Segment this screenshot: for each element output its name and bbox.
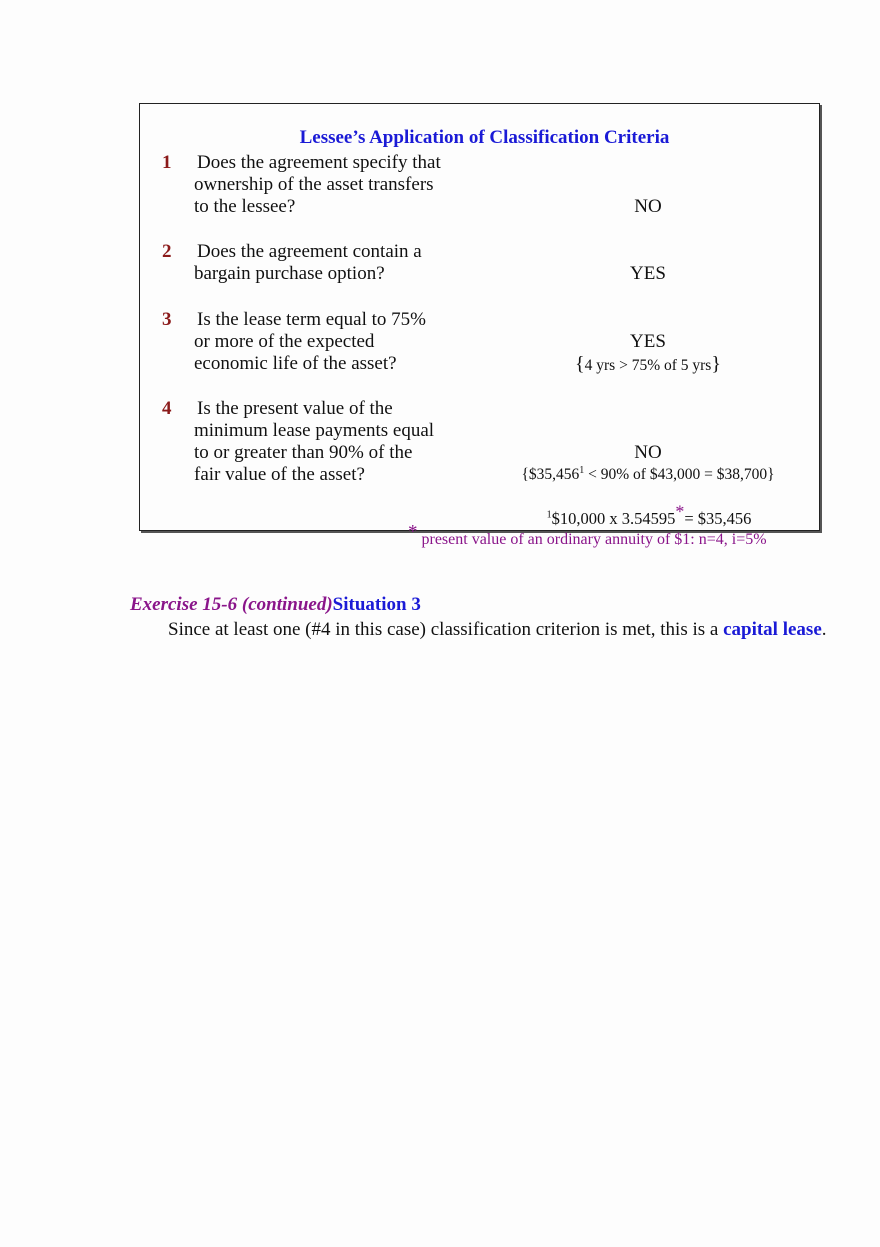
criterion-question: Does the agreement specify that ownership of the asset transfers to the lessee?: [194, 152, 441, 217]
capital-lease-term: capital lease: [723, 619, 822, 640]
criteria-box: [139, 103, 820, 531]
exercise-heading: [130, 594, 421, 616]
criterion-number: 2: [162, 241, 172, 262]
criterion-number: 3: [162, 309, 172, 330]
criterion-number: 1: [162, 152, 172, 173]
criterion-question: Is the present value of the minimum lease payments equal to or greater than 90% of the fair value of the asset?: [194, 398, 435, 485]
criterion-answer: YES: [630, 331, 666, 352]
criterion-note: {$\$35,456^1 < 90\%$ of $43,000 = $38,700}: [521, 464, 775, 483]
criterion-question: Is the lease term equal to 75% or more of the expected economic life of the asset?: [194, 309, 426, 374]
criterion-question: Does the agreement contain a bargain purchase option?: [194, 241, 422, 284]
present-value-note: * present value of an ordinary annuity of $1: n=4, i=5%: [408, 521, 767, 548]
criteria-title: Lessee’s Application of Classification Criteria: [299, 127, 670, 148]
criterion-note: {4 yrs > 75% of 5 yrs}: [575, 353, 721, 375]
conclusion-paragraph: Since at least one (#4 in this case) classification criterion is met, this is a capital lease.: [168, 619, 827, 640]
criterion-answer: NO: [634, 196, 662, 217]
exercise-label: Exercise 15-6 (continued): [130, 594, 333, 615]
calculation-footnote: $^1$\$10,000 x 3.54595*= $35,456: [546, 501, 752, 528]
criterion-answer: YES: [630, 263, 666, 284]
criterion-answer: NO: [634, 442, 662, 463]
situation-label: Situation 3: [332, 594, 421, 615]
criterion-number: 4: [162, 398, 172, 419]
